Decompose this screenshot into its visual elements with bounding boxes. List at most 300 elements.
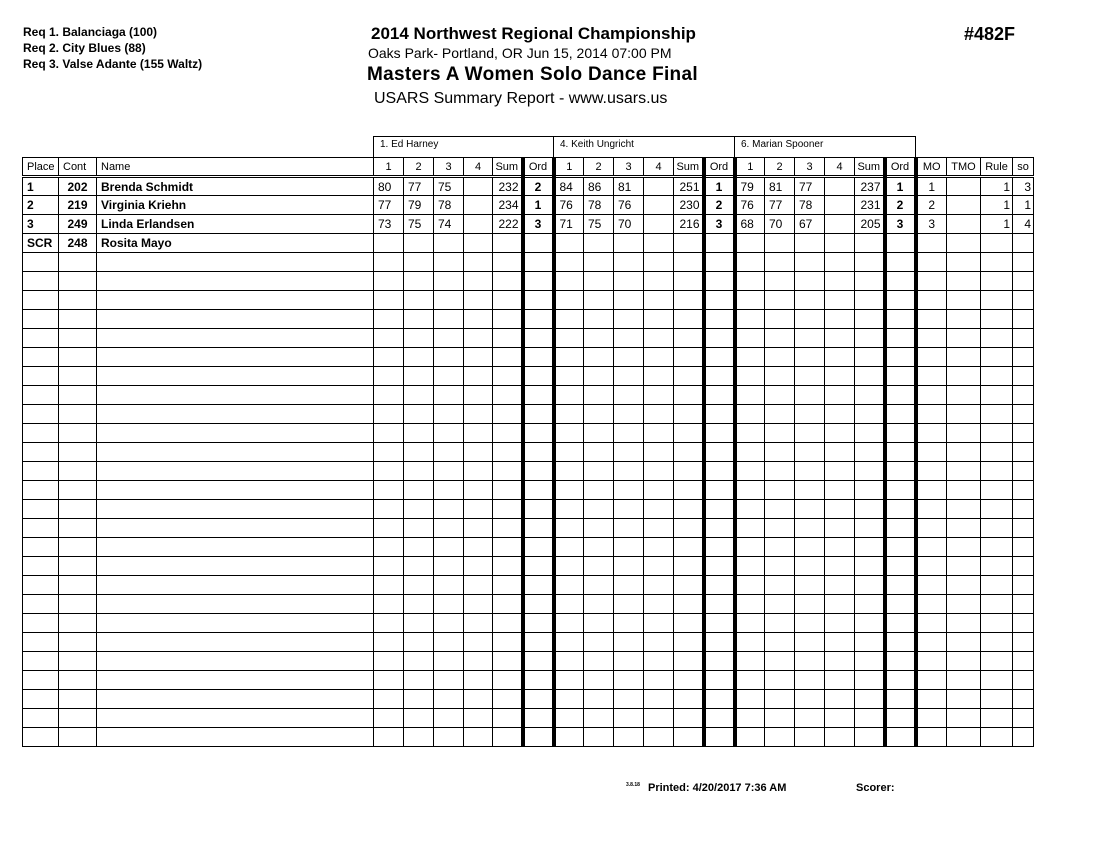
empty-cell [523,424,554,443]
empty-cell [59,557,97,576]
empty-cell [464,481,493,500]
empty-cell [1013,500,1034,519]
empty-cell [885,481,916,500]
empty-cell [584,329,614,348]
empty-cell [674,652,704,671]
empty-cell [614,424,644,443]
cont-cell: 249 [59,215,97,234]
empty-cell [464,329,493,348]
empty-cell [97,500,374,519]
judge3-score-cell: 2 [885,196,916,215]
empty-cell [493,405,523,424]
empty-cell [916,386,947,405]
empty-cell [23,405,59,424]
empty-cell [523,291,554,310]
empty-cell [674,595,704,614]
col-header-judge1-2: 2 [404,158,434,177]
empty-cell [735,462,765,481]
empty-cell [1013,443,1034,462]
empty-cell [434,709,464,728]
empty-cell [981,652,1013,671]
empty-cell [765,633,795,652]
empty-cell [554,633,584,652]
empty-cell [674,614,704,633]
col-header-judge2-sum: Sum [674,158,704,177]
empty-cell [404,671,434,690]
cont-cell: 248 [59,234,97,253]
empty-cell [554,367,584,386]
empty-cell [916,310,947,329]
empty-cell [59,709,97,728]
empty-cell [1013,367,1034,386]
empty-cell [855,443,885,462]
empty-cell [674,443,704,462]
empty-cell [947,253,981,272]
empty-cell [947,367,981,386]
empty-cell [704,690,735,709]
empty-cell [404,329,434,348]
tmo-cell [947,196,981,215]
empty-cell [523,386,554,405]
empty-cell [855,253,885,272]
empty-cell [97,367,374,386]
empty-cell [644,671,674,690]
empty-cell [97,576,374,595]
empty-cell [825,405,855,424]
cont-cell: 219 [59,196,97,215]
empty-cell [825,462,855,481]
empty-cell [981,462,1013,481]
empty-cell [97,253,374,272]
judge2-score-cell [644,196,674,215]
empty-cell [464,633,493,652]
empty-cell [981,405,1013,424]
empty-cell [374,348,404,367]
empty-cell [795,272,825,291]
empty-cell [434,652,464,671]
empty-cell [855,709,885,728]
empty-cell [735,690,765,709]
empty-cell [434,576,464,595]
empty-cell [795,671,825,690]
event-title: Masters A Women Solo Dance Final [367,64,698,85]
empty-cell [795,462,825,481]
empty-cell [23,367,59,386]
empty-cell [97,348,374,367]
judge1-score-cell: 74 [434,215,464,234]
empty-cell [584,272,614,291]
empty-cell [97,595,374,614]
empty-cell [404,424,434,443]
empty-cell [735,519,765,538]
empty-cell [644,291,674,310]
empty-cell [614,481,644,500]
judge3-score-cell: 77 [765,196,795,215]
judge2-score-cell: 3 [704,215,735,234]
empty-row [23,728,1034,747]
empty-cell [981,443,1013,462]
empty-cell [374,728,404,747]
rule-cell [981,234,1013,253]
empty-cell [404,690,434,709]
empty-cell [554,405,584,424]
empty-cell [825,272,855,291]
empty-cell [644,272,674,291]
empty-cell [404,348,434,367]
empty-cell [554,348,584,367]
empty-cell [644,538,674,557]
name-cell: Virginia Kriehn [97,196,374,215]
empty-cell [434,405,464,424]
empty-cell [704,481,735,500]
empty-cell [493,291,523,310]
empty-cell [523,500,554,519]
empty-cell [795,405,825,424]
empty-cell [704,633,735,652]
empty-cell [981,690,1013,709]
empty-cell [59,576,97,595]
requirement-2: Req 2. City Blues (88) [23,41,146,55]
empty-cell [885,367,916,386]
empty-cell [765,538,795,557]
empty-cell [825,557,855,576]
empty-cell [464,519,493,538]
empty-cell [614,728,644,747]
empty-cell [735,424,765,443]
judge3-score-cell: 77 [795,177,825,196]
empty-cell [523,443,554,462]
judge1-score-cell: 79 [404,196,434,215]
empty-cell [523,519,554,538]
empty-cell [981,728,1013,747]
empty-cell [464,424,493,443]
empty-row [23,671,1034,690]
empty-cell [374,538,404,557]
empty-row [23,272,1034,291]
empty-cell [735,576,765,595]
judge2-score-cell [584,234,614,253]
empty-cell [493,557,523,576]
empty-cell [23,291,59,310]
empty-cell [765,595,795,614]
empty-cell [23,424,59,443]
empty-cell [97,614,374,633]
empty-row [23,557,1034,576]
empty-cell [493,329,523,348]
empty-cell [59,614,97,633]
judge3-score-cell: 81 [765,177,795,196]
judge1-score-cell: 2 [523,177,554,196]
empty-cell [374,614,404,633]
empty-cell [97,671,374,690]
empty-cell [493,443,523,462]
empty-cell [434,386,464,405]
empty-cell [795,690,825,709]
empty-cell [916,633,947,652]
empty-cell [493,728,523,747]
empty-cell [765,690,795,709]
empty-cell [704,405,735,424]
empty-cell [735,709,765,728]
mo-cell: 1 [916,177,947,196]
empty-cell [825,500,855,519]
empty-row [23,310,1034,329]
empty-cell [584,481,614,500]
empty-cell [374,709,404,728]
empty-cell [59,272,97,291]
empty-cell [23,500,59,519]
empty-cell [434,633,464,652]
judge2-score-cell: 86 [584,177,614,196]
tmo-cell [947,234,981,253]
empty-cell [1013,728,1034,747]
empty-cell [735,272,765,291]
rule-cell: 1 [981,196,1013,215]
judge2-score-cell: 251 [674,177,704,196]
empty-cell [885,709,916,728]
empty-cell [1013,481,1034,500]
empty-cell [765,329,795,348]
empty-cell [614,709,644,728]
empty-cell [23,538,59,557]
empty-cell [97,329,374,348]
empty-cell [947,310,981,329]
empty-cell [1013,538,1034,557]
empty-row [23,614,1034,633]
empty-cell [374,253,404,272]
judge1-score-cell: 80 [374,177,404,196]
empty-cell [855,728,885,747]
mo-cell [916,234,947,253]
empty-cell [644,310,674,329]
empty-cell [674,272,704,291]
empty-cell [614,614,644,633]
empty-cell [584,405,614,424]
empty-cell [735,557,765,576]
empty-cell [59,728,97,747]
empty-cell [704,348,735,367]
empty-cell [523,462,554,481]
empty-cell [825,386,855,405]
empty-cell [644,462,674,481]
empty-cell [735,652,765,671]
empty-cell [404,614,434,633]
empty-cell [584,367,614,386]
judge3-score-cell: 79 [735,177,765,196]
empty-cell [554,329,584,348]
empty-cell [554,557,584,576]
empty-cell [614,253,644,272]
tmo-cell [947,215,981,234]
empty-cell [374,652,404,671]
empty-cell [885,557,916,576]
empty-cell [947,386,981,405]
empty-cell [825,633,855,652]
empty-cell [523,709,554,728]
empty-cell [947,424,981,443]
empty-cell [855,538,885,557]
empty-cell [434,462,464,481]
empty-cell [23,462,59,481]
empty-cell [947,481,981,500]
place-cell: 2 [23,196,59,215]
empty-cell [765,405,795,424]
rule-cell: 1 [981,177,1013,196]
judge-header-3: 6. Marian Spooner [734,136,916,157]
empty-cell [765,367,795,386]
empty-cell [947,633,981,652]
empty-cell [374,272,404,291]
col-header-judge1-3: 3 [434,158,464,177]
empty-cell [464,443,493,462]
empty-cell [493,538,523,557]
empty-row [23,443,1034,462]
empty-cell [916,272,947,291]
empty-cell [1013,576,1034,595]
empty-cell [825,519,855,538]
empty-cell [1013,595,1034,614]
place-cell: SCR [23,234,59,253]
empty-cell [916,329,947,348]
empty-cell [644,633,674,652]
empty-cell [947,671,981,690]
empty-cell [23,614,59,633]
event-number: #482F [964,24,1016,44]
empty-row [23,348,1034,367]
name-cell: Brenda Schmidt [97,177,374,196]
empty-cell [614,329,644,348]
empty-cell [523,310,554,329]
empty-cell [855,519,885,538]
judge1-score-cell: 77 [374,196,404,215]
empty-cell [434,424,464,443]
empty-cell [825,367,855,386]
empty-cell [735,595,765,614]
scorer-label: Scorer: [856,782,895,794]
empty-cell [644,500,674,519]
empty-cell [374,690,404,709]
empty-cell [981,500,1013,519]
empty-cell [855,424,885,443]
empty-cell [59,481,97,500]
empty-cell [855,481,885,500]
judge3-score-cell: 205 [855,215,885,234]
empty-cell [704,576,735,595]
empty-cell [735,405,765,424]
empty-cell [23,633,59,652]
empty-cell [97,652,374,671]
empty-cell [614,310,644,329]
empty-cell [795,291,825,310]
col-header-judge2-1: 1 [554,158,584,177]
judge1-score-cell: 3 [523,215,554,234]
empty-cell [493,576,523,595]
empty-cell [434,481,464,500]
empty-cell [795,576,825,595]
empty-cell [23,481,59,500]
requirement-1: Req 1. Balanciaga (100) [23,25,158,39]
empty-cell [644,481,674,500]
empty-cell [554,690,584,709]
empty-cell [59,538,97,557]
empty-row [23,386,1034,405]
empty-cell [947,595,981,614]
empty-cell [434,367,464,386]
empty-cell [735,386,765,405]
col-header-name: Name [97,158,374,177]
empty-cell [23,386,59,405]
empty-cell [1013,462,1034,481]
empty-cell [765,500,795,519]
empty-cell [97,462,374,481]
empty-cell [464,728,493,747]
judge1-score-cell [493,234,523,253]
empty-cell [493,272,523,291]
judge2-score-cell [554,234,584,253]
empty-cell [97,386,374,405]
empty-cell [23,348,59,367]
empty-cell [464,538,493,557]
empty-cell [704,614,735,633]
empty-cell [916,462,947,481]
empty-cell [947,538,981,557]
empty-cell [947,557,981,576]
empty-cell [97,633,374,652]
empty-cell [374,367,404,386]
empty-row [23,576,1034,595]
judge3-score-cell: 70 [765,215,795,234]
empty-row [23,462,1034,481]
empty-cell [464,253,493,272]
empty-cell [434,329,464,348]
so-cell: 1 [1013,196,1034,215]
empty-cell [855,367,885,386]
empty-cell [493,671,523,690]
judge2-score-cell: 230 [674,196,704,215]
empty-cell [916,538,947,557]
empty-cell [23,519,59,538]
empty-cell [795,595,825,614]
empty-cell [704,671,735,690]
empty-cell [464,291,493,310]
empty-cell [885,652,916,671]
empty-cell [584,253,614,272]
empty-cell [981,595,1013,614]
empty-cell [825,614,855,633]
empty-cell [59,671,97,690]
empty-cell [97,272,374,291]
empty-cell [644,253,674,272]
empty-cell [981,310,1013,329]
empty-cell [584,348,614,367]
empty-cell [765,462,795,481]
empty-cell [885,690,916,709]
empty-cell [735,500,765,519]
judge2-score-cell: 78 [584,196,614,215]
empty-cell [765,728,795,747]
empty-cell [554,576,584,595]
empty-cell [674,291,704,310]
col-header-judge3-sum: Sum [855,158,885,177]
empty-cell [493,652,523,671]
empty-cell [97,709,374,728]
empty-cell [1013,614,1034,633]
empty-cell [554,671,584,690]
judge3-score-cell: 231 [855,196,885,215]
judge3-score-cell: 78 [795,196,825,215]
empty-cell [97,481,374,500]
empty-cell [584,500,614,519]
